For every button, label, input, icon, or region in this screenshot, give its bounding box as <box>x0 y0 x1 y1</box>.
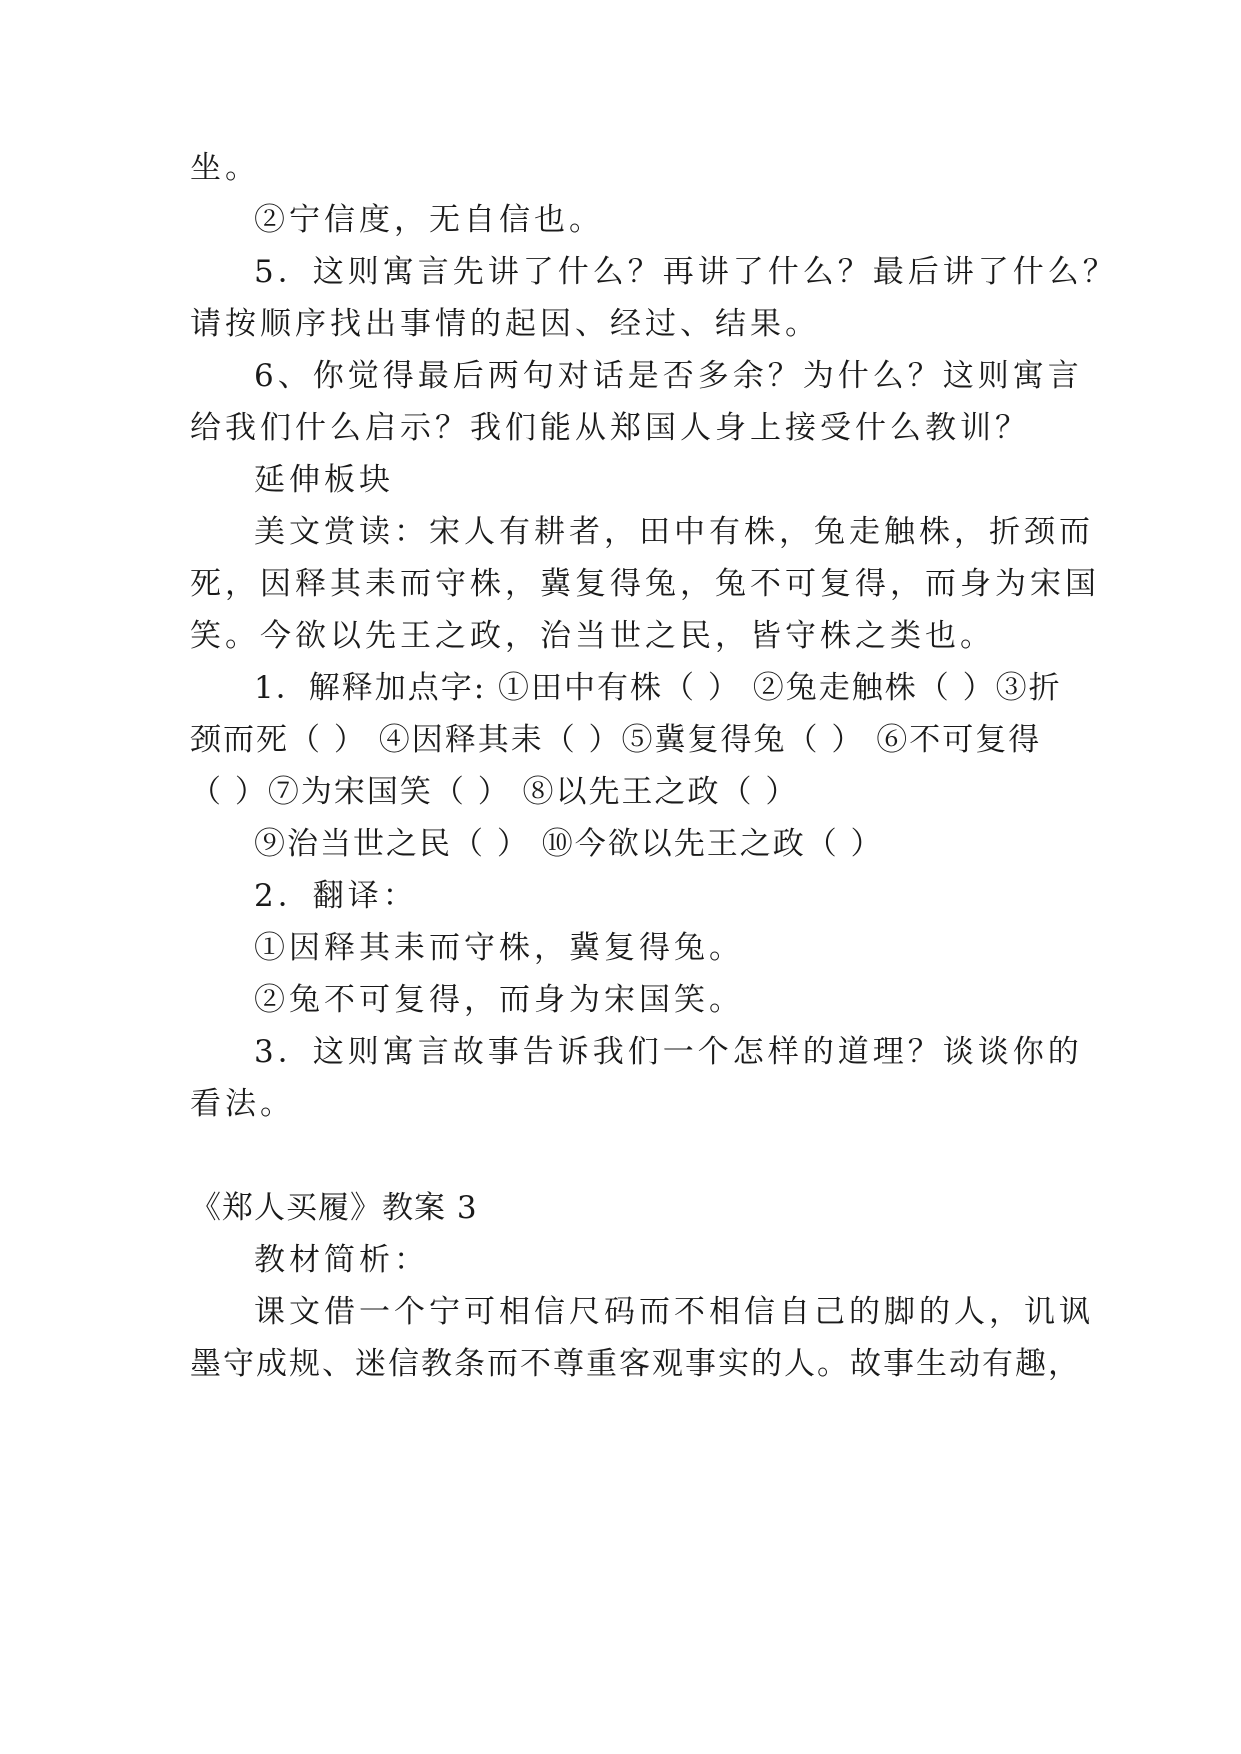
reading-passage: 美文赏读：宋人有耕者，田中有株，兔走触株，折颈而 <box>254 514 1094 550</box>
text-line: 看法。 <box>190 1086 295 1122</box>
section-heading-extension: 延伸板块 <box>254 462 394 498</box>
text-line: 颈而死（ ） ④因释其耒（ ）⑤冀复得兔（ ） ⑥不可复得 <box>190 722 1042 758</box>
lesson-plan-title: 《郑人买履》教案 3 <box>190 1190 478 1226</box>
text-line: 请按顺序找出事情的起因、经过、结果。 <box>190 306 820 342</box>
text-line: ②宁信度，无自信也。 <box>254 202 604 238</box>
question-6: 6、你觉得最后两句对话是否多余？为什么？这则寓言 <box>254 358 1083 394</box>
text-line: 墨守成规、迷信教条而不尊重客观事实的人。故事生动有趣， <box>190 1346 1081 1382</box>
exercise-1: 1．解释加点字: ①田中有株（ ） ②兔走触株（ ）③折 <box>254 670 1062 706</box>
text-line: （ ）⑦为宋国笑（ ） ⑧以先王之政（ ） <box>190 774 799 810</box>
text-line: 坐。 <box>190 150 260 186</box>
text-line: 笑。今欲以先王之政，治当世之民，皆守株之类也。 <box>190 618 995 654</box>
text-line: ⑨治当世之民（ ） ⑩今欲以先王之政（ ） <box>254 826 884 862</box>
analysis-paragraph: 课文借一个宁可相信尺码而不相信自己的脚的人，讥讽 <box>254 1294 1094 1330</box>
question-5: 5．这则寓言先讲了什么？再讲了什么？最后讲了什么？ <box>254 254 1118 290</box>
text-line: ②兔不可复得，而身为宋国笑。 <box>254 982 744 1018</box>
exercise-2: 2．翻译： <box>254 878 418 914</box>
text-line: ①因释其耒而守株，冀复得兔。 <box>254 930 744 966</box>
text-line: 死，因释其耒而守株，冀复得兔，兔不可复得，而身为宋国 <box>190 566 1100 602</box>
exercise-3: 3．这则寓言故事告诉我们一个怎样的道理？谈谈你的 <box>254 1034 1083 1070</box>
section-heading-analysis: 教材简析： <box>254 1242 429 1278</box>
text-line: 给我们什么启示？我们能从郑国人身上接受什么教训？ <box>190 410 1030 446</box>
